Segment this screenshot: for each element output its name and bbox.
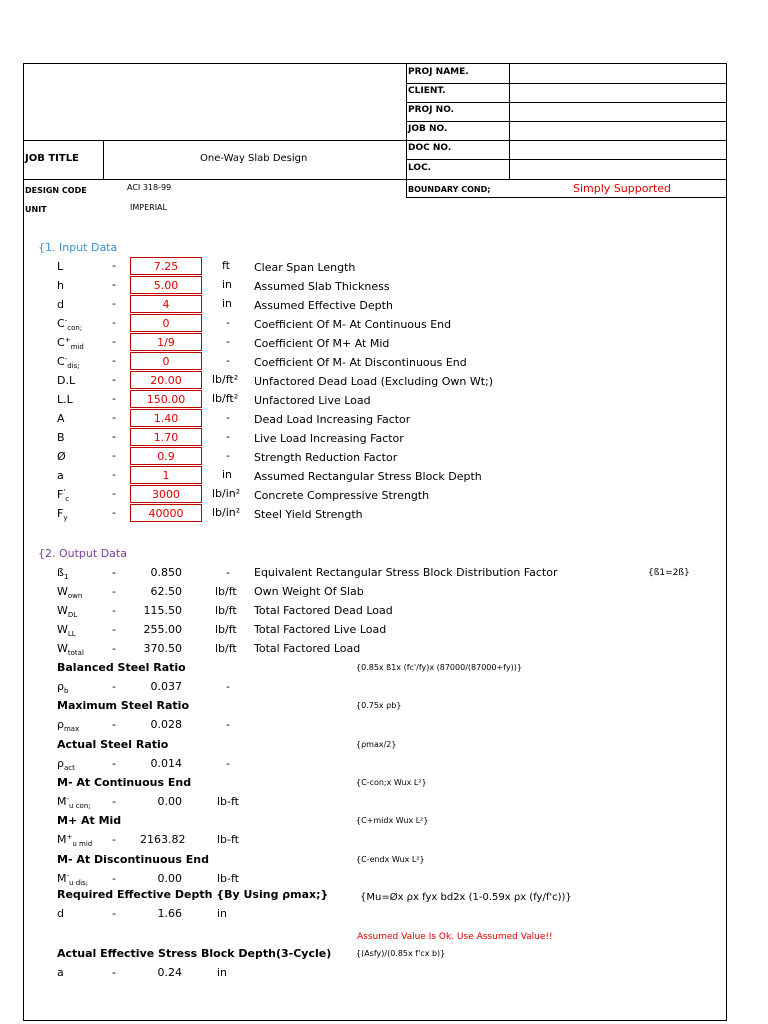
input-value: 5.00 bbox=[130, 276, 202, 294]
input-symbol-sup: + bbox=[64, 336, 71, 344]
input-symbol: A bbox=[57, 412, 65, 425]
input-symbol-sub: c bbox=[65, 495, 70, 503]
unit-value: IMPERIAL bbox=[130, 203, 167, 212]
input-value: 150.00 bbox=[130, 390, 202, 408]
input-unit: lb/ft² bbox=[212, 392, 239, 405]
output-symbol-sub: DL bbox=[67, 611, 78, 619]
section-symbol: $M^-_{u dis;}$ bbox=[57, 872, 89, 887]
section-title: Balanced Steel Ratio bbox=[57, 661, 186, 674]
input-unit: in bbox=[222, 468, 233, 481]
input-dash: - bbox=[112, 259, 116, 272]
output-unit: lb/ft bbox=[215, 642, 237, 655]
input-value: 1 bbox=[130, 466, 202, 484]
section-formula: {0.85x ß1x (fc'/fy)x (87000/(87000+fy))} bbox=[356, 663, 522, 672]
output-description: Total Factored Live Load bbox=[254, 623, 387, 636]
input-description: Dead Load Increasing Factor bbox=[254, 413, 411, 426]
section-title: M- At Continuous End bbox=[57, 776, 192, 789]
input-dash: - bbox=[112, 278, 116, 291]
section-value: 0.014 bbox=[150, 757, 182, 770]
input-value: 20.00 bbox=[130, 371, 202, 389]
input-unit: lb/in² bbox=[212, 487, 241, 500]
section-symbol-sup: + bbox=[66, 833, 73, 841]
input-symbol-sub: y bbox=[63, 514, 68, 522]
section-formula: {C-endx Wux L²} bbox=[356, 855, 425, 864]
section-unit: lb-ft bbox=[217, 872, 239, 885]
output-value: 115.50 bbox=[143, 604, 182, 617]
input-unit: lb/in² bbox=[212, 506, 241, 519]
section-dash: - bbox=[112, 966, 116, 979]
input-dash: - bbox=[112, 468, 116, 481]
output-symbol-sub: LL bbox=[67, 630, 76, 638]
input-dash: - bbox=[112, 297, 116, 310]
input-symbol: L bbox=[57, 260, 64, 273]
input-unit: - bbox=[226, 335, 230, 348]
loc-label: LOC. bbox=[408, 163, 432, 173]
section-symbol: $M^+_{u mid}$ bbox=[57, 833, 93, 848]
input-description: Unfactored Dead Load (Excluding Own Wt;) bbox=[254, 375, 494, 388]
section-unit: - bbox=[226, 680, 230, 693]
output-value: 62.50 bbox=[150, 585, 182, 598]
section-formula: {Mu=Øx ρx fyx bd2x (1-0.59x ρx (fy/f'c))} bbox=[360, 892, 572, 903]
section-symbol-sub: u con; bbox=[69, 802, 91, 810]
input-description: Strength Reduction Factor bbox=[254, 451, 398, 464]
input-value: 7.25 bbox=[130, 257, 202, 275]
page-frame bbox=[23, 63, 727, 1021]
input-value: 0 bbox=[130, 352, 202, 370]
section-unit: lb-ft bbox=[217, 833, 239, 846]
input-unit: - bbox=[226, 354, 230, 367]
input-symbol: L.L bbox=[57, 393, 73, 406]
section-formula: {C+midx Wux L²} bbox=[356, 816, 429, 825]
output-symbol: $W_{total}$ bbox=[57, 642, 84, 657]
section-dash: - bbox=[112, 718, 116, 731]
input-value: 1/9 bbox=[130, 333, 202, 351]
output-value: 370.50 bbox=[143, 642, 182, 655]
design-code-value: ACI 318-99 bbox=[127, 183, 172, 192]
input-unit: - bbox=[226, 411, 230, 424]
section-symbol: $\rho_{act}$ bbox=[57, 757, 75, 772]
input-symbol-sup: - bbox=[64, 317, 68, 325]
input-description: Coefficient Of M+ At Mid bbox=[254, 337, 390, 350]
output-heading: {2. Output Data bbox=[38, 547, 127, 560]
input-description: Live Load Increasing Factor bbox=[254, 432, 404, 445]
proj-no-label: PROJ NO. bbox=[408, 105, 455, 115]
section-unit: - bbox=[226, 718, 230, 731]
output-description: Total Factored Dead Load bbox=[254, 604, 393, 617]
section-value: 1.66 bbox=[157, 907, 182, 920]
input-description: Unfactored Live Load bbox=[254, 394, 371, 407]
input-unit: - bbox=[226, 316, 230, 329]
section-formula: {ρmax/2} bbox=[356, 740, 397, 749]
section-value: 0.00 bbox=[157, 872, 182, 885]
section-symbol: $\rho_b$ bbox=[57, 680, 69, 695]
section-dash: - bbox=[112, 872, 116, 885]
input-symbol: Ø bbox=[57, 450, 66, 463]
input-dash: - bbox=[112, 411, 116, 424]
input-dash: - bbox=[112, 354, 116, 367]
output-dash: - bbox=[112, 623, 116, 636]
output-dash: - bbox=[112, 585, 116, 598]
input-value: 1.70 bbox=[130, 428, 202, 446]
output-description: Own Weight Of Slab bbox=[254, 585, 364, 598]
output-symbol: $W_{LL}$ bbox=[57, 623, 76, 638]
section-dash: - bbox=[112, 833, 116, 846]
section-symbol-sup: - bbox=[66, 872, 70, 880]
output-unit: lb/ft bbox=[215, 585, 237, 598]
input-symbol-sub: dis; bbox=[67, 362, 80, 370]
output-dash: - bbox=[112, 642, 116, 655]
section-value: 0.028 bbox=[150, 718, 182, 731]
section-dash: - bbox=[112, 907, 116, 920]
input-dash: - bbox=[112, 430, 116, 443]
input-heading: {1. Input Data bbox=[38, 241, 118, 254]
input-description: Assumed Effective Depth bbox=[254, 299, 393, 312]
section-unit: in bbox=[217, 966, 228, 979]
input-symbol: $F_y$ bbox=[57, 507, 68, 522]
section-unit: lb-ft bbox=[217, 795, 239, 808]
section-value: 2163.82 bbox=[140, 833, 186, 846]
input-dash: - bbox=[112, 487, 116, 500]
input-symbol: $C^+_{mid}$ bbox=[57, 336, 84, 351]
section-symbol: a bbox=[57, 966, 64, 979]
input-dash: - bbox=[112, 335, 116, 348]
input-unit: in bbox=[222, 278, 233, 291]
output-description: Equivalent Rectangular Stress Block Distribution Factor bbox=[254, 566, 558, 579]
input-value: 3000 bbox=[130, 485, 202, 503]
section-title: Required Effective Depth {By Using ρmax;} bbox=[57, 888, 329, 901]
boundary-value: Simply Supported bbox=[573, 182, 672, 195]
input-symbol: $F'_c$ bbox=[57, 488, 70, 503]
input-value: 40000 bbox=[130, 504, 202, 522]
input-dash: - bbox=[112, 316, 116, 329]
section-title: Actual Effective Stress Block Depth(3-Cycle) bbox=[57, 947, 332, 960]
output-symbol: $W_{own}$ bbox=[57, 585, 83, 600]
output-symbol-sub: own bbox=[67, 592, 83, 600]
input-description: Assumed Rectangular Stress Block Depth bbox=[254, 470, 482, 483]
output-symbol-sub: total bbox=[67, 649, 84, 657]
section-symbol: $M^-_{u con;}$ bbox=[57, 795, 91, 810]
section-unit: in bbox=[217, 907, 228, 920]
unit-label: UNIT bbox=[25, 205, 47, 214]
section-symbol-sub: u dis; bbox=[69, 879, 89, 887]
section-symbol: $\rho_{max}$ bbox=[57, 718, 80, 733]
section-title: Maximum Steel Ratio bbox=[57, 699, 189, 712]
beta-note: {ß1=2ß} bbox=[648, 568, 690, 578]
output-symbol-sub: 1 bbox=[63, 573, 69, 581]
section-symbol-sub: max bbox=[63, 725, 80, 733]
input-symbol: $C^-_{dis;}$ bbox=[57, 355, 80, 370]
input-symbol: h bbox=[57, 279, 64, 292]
output-value: 0.850 bbox=[150, 566, 182, 579]
output-description: Total Factored Load bbox=[254, 642, 361, 655]
input-symbol: B bbox=[57, 431, 65, 444]
section-dash: - bbox=[112, 757, 116, 770]
input-symbol: a bbox=[57, 469, 64, 482]
job-title-label: JOB TITLE bbox=[25, 153, 79, 164]
section-title: M- At Discontinuous End bbox=[57, 853, 209, 866]
design-code-label: DESIGN CODE bbox=[25, 186, 87, 195]
input-symbol: $C^-_{con;}$ bbox=[57, 317, 83, 332]
input-dash: - bbox=[112, 449, 116, 462]
input-unit: - bbox=[226, 430, 230, 443]
input-description: Assumed Slab Thickness bbox=[254, 280, 390, 293]
output-symbol: $ß_1$ bbox=[57, 566, 69, 581]
input-value: 4 bbox=[130, 295, 202, 313]
input-symbol-sup: ' bbox=[63, 488, 66, 496]
boundary-label: BOUNDARY COND; bbox=[408, 185, 491, 194]
section-value: 0.24 bbox=[157, 966, 182, 979]
section-title: Actual Steel Ratio bbox=[57, 738, 169, 751]
doc-no-label: DOC NO. bbox=[408, 143, 452, 153]
input-value: 1.40 bbox=[130, 409, 202, 427]
output-unit: lb/ft bbox=[215, 623, 237, 636]
input-symbol: d bbox=[57, 298, 64, 311]
section-title: M+ At Mid bbox=[57, 814, 122, 827]
input-description: Coefficient Of M- At Continuous End bbox=[254, 318, 452, 331]
section-symbol-sub: u mid bbox=[72, 840, 93, 848]
status-message: Assumed Value Is Ok. Use Assumed Value!! bbox=[357, 932, 553, 942]
output-dash: - bbox=[112, 604, 116, 617]
section-symbol: d bbox=[57, 907, 64, 920]
input-symbol-sub: mid bbox=[70, 343, 84, 351]
section-dash: - bbox=[112, 680, 116, 693]
input-description: Coefficient Of M- At Discontinuous End bbox=[254, 356, 467, 369]
proj-name-label: PROJ NAME. bbox=[408, 67, 469, 77]
output-unit: - bbox=[226, 566, 230, 579]
input-unit: ft bbox=[222, 259, 230, 272]
output-symbol: $W_{DL}$ bbox=[57, 604, 78, 619]
client-label: CLIENT. bbox=[408, 86, 446, 96]
section-dash: - bbox=[112, 795, 116, 808]
input-description: Steel Yield Strength bbox=[254, 508, 363, 521]
section-symbol-sup: - bbox=[66, 795, 70, 803]
section-formula: {(Asfy)/(0.85x f'cx b)} bbox=[356, 949, 446, 958]
section-formula: {0.75x ρb} bbox=[356, 701, 402, 710]
input-symbol-sub: con; bbox=[67, 324, 83, 332]
input-dash: - bbox=[112, 506, 116, 519]
input-unit: - bbox=[226, 449, 230, 462]
output-dash: - bbox=[112, 566, 116, 579]
input-value: 0 bbox=[130, 314, 202, 332]
section-unit: - bbox=[226, 757, 230, 770]
input-dash: - bbox=[112, 373, 116, 386]
section-formula: {C-con;x Wux L²} bbox=[356, 778, 427, 787]
section-value: 0.037 bbox=[150, 680, 182, 693]
input-description: Concrete Compressive Strength bbox=[254, 489, 430, 502]
section-symbol-sub: b bbox=[63, 687, 69, 695]
input-symbol: D.L bbox=[57, 374, 76, 387]
job-no-label: JOB NO. bbox=[408, 124, 448, 134]
output-unit: lb/ft bbox=[215, 604, 237, 617]
job-title-value: One-Way Slab Design bbox=[200, 153, 308, 164]
input-value: 0.9 bbox=[130, 447, 202, 465]
input-dash: - bbox=[112, 392, 116, 405]
input-unit: in bbox=[222, 297, 233, 310]
input-unit: lb/ft² bbox=[212, 373, 239, 386]
input-symbol-sup: - bbox=[64, 355, 68, 363]
input-description: Clear Span Length bbox=[254, 261, 356, 274]
section-value: 0.00 bbox=[157, 795, 182, 808]
output-value: 255.00 bbox=[143, 623, 182, 636]
section-symbol-sub: act bbox=[63, 764, 75, 772]
